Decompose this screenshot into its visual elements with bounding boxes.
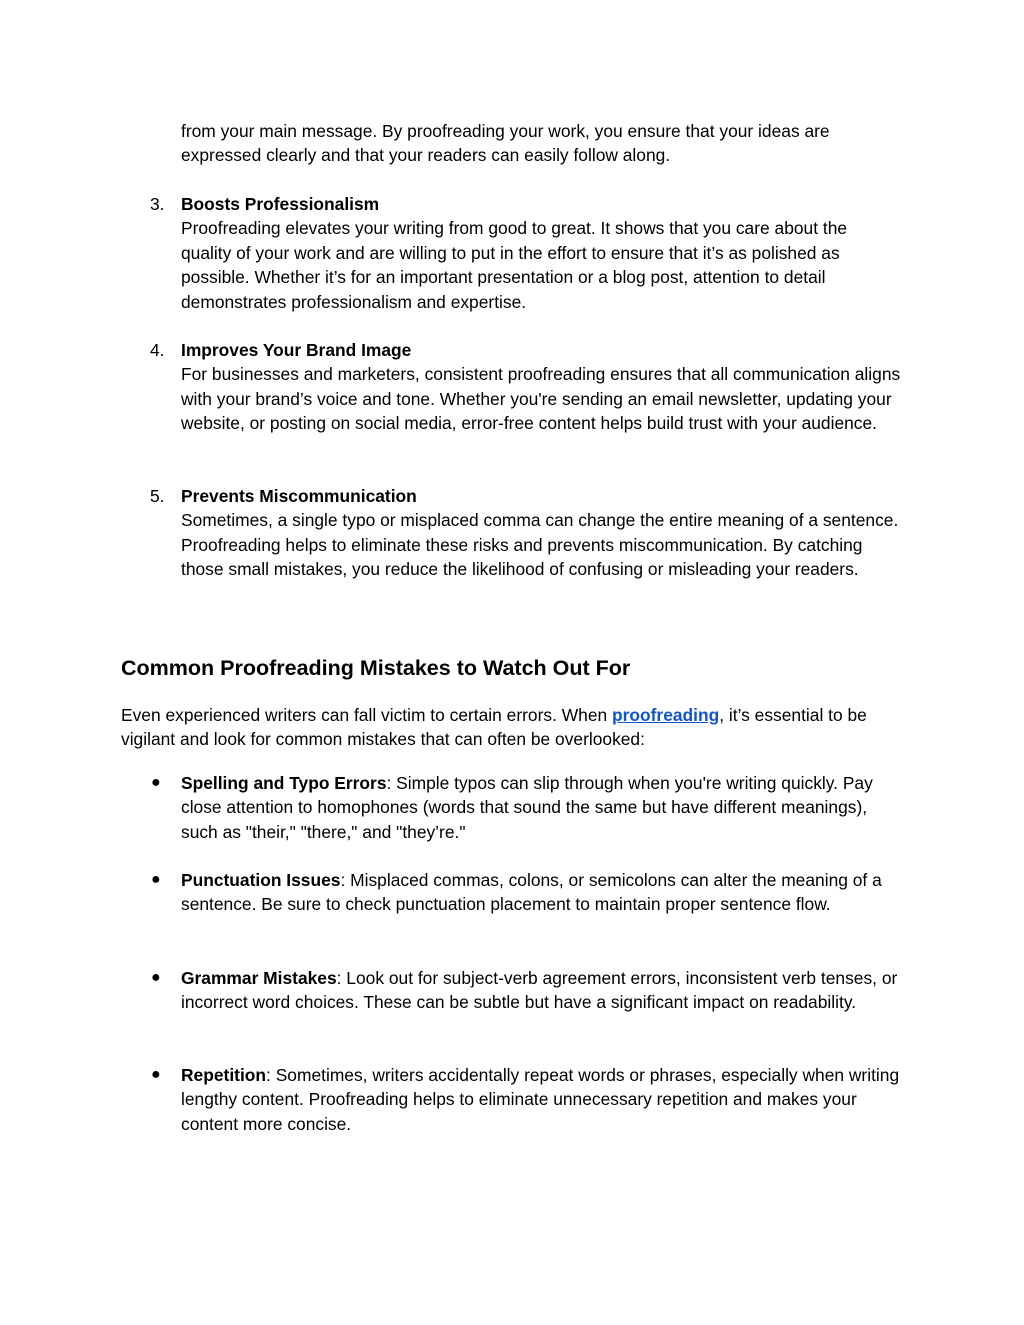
continuation-paragraph: from your main message. By proofreading your work, you ensure that your ideas are expressed clearly and that your readers can easily follow along. [181, 121, 830, 166]
benefit-title: Boosts Professionalism [181, 194, 380, 214]
mistake-title: Grammar Mistakes [181, 968, 337, 988]
benefit-body: For businesses and marketers, consistent proofreading ensures that all communication aligns with your brand’s voice and tone. Whether you're sending an email newsletter, updating your website, or posting on social media, error-free content helps build trust with your audience. [181, 364, 901, 434]
mistake-body: : Simple typos can slip through when you're writing quickly. Pay close attention to homophones (words that sound the same but have different meanings), such as "their," "there," and "they’re." [181, 773, 873, 842]
bullet-icon: ● [151, 969, 161, 986]
list-number: 3. [150, 194, 165, 214]
benefit-item-5 [150, 484, 901, 582]
list-number: 4. [150, 340, 165, 360]
bullet-icon: ● [151, 774, 161, 791]
mistake-title: Spelling and Typo Errors [181, 773, 387, 793]
benefit-item-3 [150, 192, 901, 314]
benefit-title: Prevents Miscommunication [181, 486, 417, 506]
benefit-title: Improves Your Brand Image [181, 340, 412, 360]
intro-text-after: , it’s essential to be vigilant and look for common mistakes that can often be overlooked: [121, 705, 867, 750]
benefit-item-4 [150, 338, 901, 436]
mistake-title: Repetition [181, 1065, 267, 1085]
mistake-body: : Misplaced commas, colons, or semicolons can alter the meaning of a sentence. Be sure to check punctuation placement to maintain proper sentence flow. [181, 870, 882, 915]
benefit-body: Proofreading elevates your writing from good to great. It shows that you care about the quality of your work and are willing to put in the effort to ensure that it’s as polished as possible. Whether it’s for an important presentation or a blog post, attention to detail demonstrates professionalism and expertise. [181, 218, 848, 312]
mistake-item-repetition [151, 1063, 901, 1136]
bullet-icon: ● [151, 1066, 161, 1083]
intro-text-before: Even experienced writers can fall victim to certain errors. When [121, 705, 612, 725]
benefit-body: Sometimes, a single typo or misplaced comma can change the entire meaning of a sentence. Proofreading helps to eliminate these risks and prevents miscommunication. By catching those small mistakes, you reduce the likelihood of confusing or misleading your readers. [181, 510, 899, 580]
mistake-body: : Sometimes, writers accidentally repeat words or phrases, especially when writing lengthy content. Proofreading helps to eliminate unnecessary repetition and makes your content more concise. [181, 1065, 900, 1134]
bullet-icon: ● [151, 871, 161, 888]
mistake-item-spelling [151, 771, 901, 844]
mistake-body: : Look out for subject-verb agreement errors, inconsistent verb tenses, or incorrect word choices. These can be subtle but have a significant impact on readability. [181, 968, 898, 1013]
mistake-item-grammar [151, 966, 901, 1015]
mistake-item-punctuation [151, 868, 901, 917]
section-intro-paragraph [121, 703, 901, 752]
section-heading: Common Proofreading Mistakes to Watch Out For [121, 656, 631, 680]
list-number: 5. [150, 486, 165, 506]
mistake-title: Punctuation Issues [181, 870, 341, 890]
proofreading-link[interactable]: proofreading [612, 705, 720, 725]
